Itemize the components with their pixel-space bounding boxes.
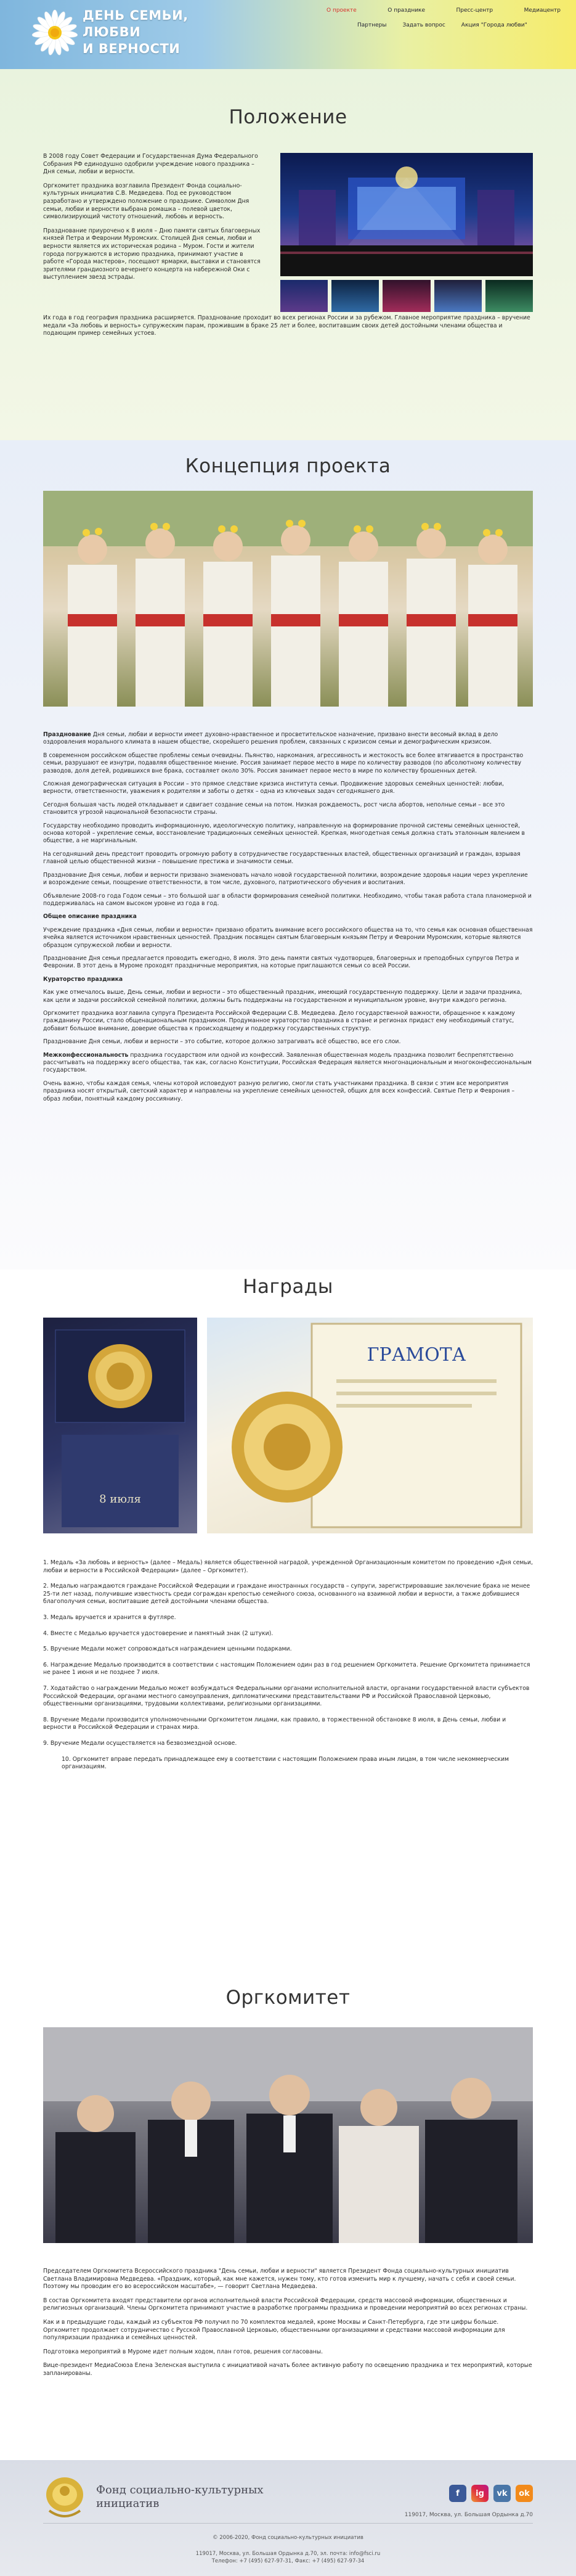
award-rule: 1. Медаль «За любовь и верность» (далее – Медаль) является общественной наградой, учрежденной Организационным комитетом по проведению «Дня семьи, любви и верности в Российской Федерации» (далее – Оргкомитет). bbox=[43, 1559, 533, 1574]
vk-icon[interactable]: vk bbox=[493, 2485, 511, 2502]
contact-address: 119017, Москва, ул. Большая Ордынка д.70, эл. почта: info@fsci.ru bbox=[195, 2551, 381, 2557]
award-rule: 5. Вручение Медали может сопровождаться награждением ценными подарками. bbox=[43, 1646, 292, 1653]
paragraph: праздника государством или одной из конфессий. Заявленная общественная модель праздника позволит беспрепятственно рассчитывать на поддержку всего общества, так как, согласно Конституции, Российская Федерация является многонациональным и многоконфессиональным государством. bbox=[43, 1051, 532, 1074]
section-regulation bbox=[0, 69, 576, 440]
nav-press-center[interactable]: Пресс-центр bbox=[456, 7, 493, 14]
paragraph: Очень важно, чтобы каждая семья, члены которой исповедуют разную религию, смогли стать участниками праздника. В связи с этим все мероприятия праздника носят открытый, светский характер и направлены на укрепление семейных ценностей, общих для всех конфессий. Святые Петр и Феврония – образ любви, понятный каждому россиянину. bbox=[43, 1080, 515, 1102]
nav-about-holiday[interactable]: О празднике bbox=[387, 7, 426, 14]
diploma-photo bbox=[207, 1318, 533, 1533]
subheading: Межконфессиональность bbox=[43, 1051, 129, 1059]
gallery-thumbnail[interactable] bbox=[280, 280, 328, 312]
nav-media-center[interactable]: Медиацентр bbox=[524, 7, 561, 14]
paragraph: Празднование Дня семьи, любви и верности – это событие, которое должно затрагивать всё общество, все его слои. bbox=[43, 1038, 401, 1046]
section-concept: Концепция проекта Празднование Дня семьи, любви и верности имеет духовно-нравственное и просветительское назначение, призвано внести весомый вклад в дело оздоровления морального климата в нашем обществе, скорейшего решения проблем, связанных с кризисом семьи и демографическим кризисом. В современном российском обществе проблемы семьи очевидны. Пьянство, наркомания, агрессивность и жестокость все более втягивается в пространство семьи, разрушают ее изнутри, подавляя общественное мнение. Россия занимает первое место в мире по количеству разводов (по абсолютному количеству разводов, доля детей, родившихся вне брака, составляет около 30%. Россия занимает первое место в мире по количеству брошенных детей. Сложная демографическая ситуация в России – это прямое следствие кризиса института семьи. Продвижение здоровых семейных ценностей: любви, верности, ответственности, уважения к родителям и заботы о детях – одна из ключевых задач сегодняшнего дня. Сегодня большая часть людей откладывает и сдвигает создание семьи на потом. Низкая рождаемость, рост числа абортов, неполные семьи – все это становится угрозой национальной безопасности страны. Государству необходимо проводить информационную, идеологическую политику, направленную на формирование прочной системы семейных ценностей, основа которой – укрепление семьи, восстановление традиционных семейных ценностей. Крепкая, многодетная семья должна стать эталонным явлением в обществе, а не маргинальным. На сегодняшний день предстоит проводить огромную работу в сотрудничестве государственных властей, общественных организаций и граждан, взрывая главной целью общественной жизни – повышение престижа и значимости семьи. Празднование Дня семьи, любви и верности призвано знаменовать начало новой государственной политики, возрождение здоровья нации через укрепление и возрождение семьи, поощрение ответственности, в том числе, духовного, патриотического обучения и воспитания. Объявление 2008-го года Годом семьи – это большой шаг в области формирования семейной политики. Необходимо, чтобы такая работа стала планомерной и поддерживалась на самом высоком уровне из года в год. Общее описание праздника Учреждение праздника «Дня семьи, любви и верности» призвано обратить внимание всего российского общества на то, что семья как основная общественная ячейка является источником нравственных ценностей. Праздник посвящен святым благоверным князьям Петру и Февронии Муромским, которые являются образцом супружеской любви и верности. Празднование Дня семьи предлагается проводить ежегодно, 8 июля. Это день памяти святых чудотворцев, благоверных и преподобных супругов Петра и Февронии. В этот день в Муроме проходят праздничные мероприятия, на которые приглашаются семьи со всей России. Кураторство праздника Как уже отмечалось выше, День семьи, любви и верности – это общественный праздник, имеющий государственную поддержку. Цели и задачи праздника, как цели и задачи российской семейной политики, должны быть поддержаны на государственном и муниципальном уровне, внутри каждого региона. Оргкомитет праздника возглавила супруга Президента Российской Федерации С.В. Медведева. Дело государственной важности, обращенное к каждому гражданину России, стало общенациональным праздником. Продуманное кураторство праздника в стране и регионах придаст ему необходимый статус, добавит большое внимание, доверие общества к происходящему и поддержку государственных структур. Празднование Дня семьи, любви и верности – это событие, которое должно затрагивать всё общество, все его слои. Межконфессиональность праздника государством или одной из конфессий. Заявленная общественная модель праздника позволит беспрепятственно рассчитывать на поддержку всего общества, так как, согласно Конституции, Российская Федерация является многонациональным и многоконфессиональным государством. Очень важно, чтобы каждая семья, члены которой исповедуют разную религию, смогли стать участниками праздника. В связи с этим все мероприятия праздника носят открытый, светский характер и направлены на укрепление семейных ценностей, общих для всех конфессий. Святые Петр и Феврония – образ любви, понятный каждому россиянину. bbox=[0, 440, 576, 1270]
paragraph: Учреждение праздника «Дня семьи, любви и верности» призвано обратить внимание всего российского общества на то, что семья как основная общественная ячейка является источником нравственных ценностей. Праздник посвящен святым благоверным князьям Петру и Февронии Муромским, которые являются образцом супружеской любви и верности. bbox=[43, 926, 533, 949]
section-committee bbox=[0, 1987, 576, 2460]
site-header bbox=[0, 0, 576, 69]
subheading: Общее описание праздника bbox=[43, 913, 137, 921]
site-title: ДЕНЬ СЕМЬИ, ЛЮБВИ И ВЕРНОСТИ bbox=[83, 8, 189, 56]
section-awards bbox=[0, 1270, 576, 1987]
section-title-concept: Концепция проекта bbox=[185, 455, 391, 477]
nav-cities-of-love[interactable]: Акция "Города любви" bbox=[461, 22, 527, 28]
award-rule: 7. Ходатайство о награждении Медалью может возбуждаться Федеральными органами исполнительной власти, органами государственной власти субъектов Российской Федерации, органами местного самоуправления, дипломатическими представительствами РФ и Российской Православной Церковью, общественными организациями, трудовыми коллективами, религиозными организациями. bbox=[43, 1684, 530, 1708]
footer-divider bbox=[43, 2523, 533, 2524]
paragraph: В современном российском обществе проблемы семьи очевидны. Пьянство, наркомания, агрессивность и жестокость все более втягивается в пространство семьи, разрушают ее изнутри, подавляя общественное мнение. Россия занимает первое место в мире по количеству разводов (по абсолютному количеству разводов, доля детей, родившихся вне брака, составляет около 30%. Россия занимает первое место в мире по количеству брошенных детей. bbox=[43, 752, 524, 774]
paragraph: Празднование приурочено к 8 июля – Дню памяти святых благоверных князей Петра и Февронии Муромских. Столицей Дня семьи, любви и верности является их историческая родина – Муром. Гости и жители города погружаются в историю праздника, принимают участие в работе «Города мастеров», посещают ярмарки, выставки и становятся зрителями грандиозного вечернего концерта на набережной Оки с выступлением звезд эстрады. bbox=[43, 227, 261, 281]
svg-text:8 июля: 8 июля bbox=[99, 1493, 141, 1506]
main-nav bbox=[327, 7, 561, 37]
fund-name: Фонд социально-культурных инициатив bbox=[96, 2484, 264, 2510]
paragraph: На сегодняшний день предстоит проводить огромную работу в сотрудничестве государственных властей, общественных организаций и граждан, взрывая главной целью общественной жизни – повышение престижа и значимости семьи. bbox=[43, 850, 521, 866]
nav-about-project[interactable]: О проекте bbox=[327, 7, 357, 14]
paragraph: Празднование Дня семьи предлагается проводить ежегодно, 8 июля. Это день памяти святых чудотворцев, благоверных и преподобных супругов Петра и Февронии. В этот день в Муроме проходят праздничные мероприятия, на которые приглашаются семьи со всей России. bbox=[43, 954, 519, 970]
nav-partners[interactable]: Партнеры bbox=[357, 22, 387, 28]
award-rule: 2. Медалью награждаются граждане Российской Федерации и граждане иностранных государств – супруги, зарегистрировавшие заключение брака не менее 25-ти лет назад, получившие известность среди сограждан крепостью семейного союза, основанного на взаимной любви и верности, а также добившиеся благополучия семьи, воспитавшие детей достойными членами общества. bbox=[43, 1583, 530, 1606]
paragraph: Оргкомитет праздника возглавила супруга Президента Российской Федерации С.В. Медведева. Дело государственной важности, обращенное к каждому гражданину России, стало общенациональным праздником. Продуманное кураторство праздника в стране и регионах придаст ему необходимый статус, добавит большое внимание, доверие общества к происходящему и поддержку государственных структур. bbox=[43, 1009, 515, 1032]
copyright: © 2006-2020, Фонд социально-культурных инициатив bbox=[213, 2535, 363, 2541]
paragraph: Празднование Дня семьи, любви и верности призвано знаменовать начало новой государственной политики, возрождение здоровья нации через укрепление и возрождение семьи, поощрение ответственности, в том числе, духовного, патриотического обучения и воспитания. bbox=[43, 871, 528, 887]
subheading: Кураторство праздника bbox=[43, 975, 123, 983]
paragraph: Объявление 2008-го года Годом семьи – это большой шаг в области формирования семейной политики. Необходимо, чтобы такая работа стала планомерной и поддерживалась на самом высоком уровне из года в год. bbox=[43, 892, 532, 907]
paragraph: В состав Оргкомитета входят представители органов исполнительной власти Российской Федерации, средств массовой информации, общественных и религиозных организаций. Члены Оргкомитета принимают участие в разработке программы праздника и проведении мероприятий во всех регионах страны. bbox=[43, 2297, 528, 2312]
section-title-regulation: Положение bbox=[229, 106, 347, 128]
paragraph: Оргкомитет праздника возглавила Президент Фонда социально-культурных инициатив С.В. Медведева. Под ее руководством разработано и утверждено положение о празднике. Символом Дня семьи, любви и верности выбрана ромашка – полевой цветок, символизирующий чистоту отношений, любовь и верность. bbox=[43, 182, 249, 221]
nav-ask-question[interactable]: Задать вопрос bbox=[402, 22, 445, 28]
paragraph: Как уже отмечалось выше, День семьи, любви и верности – это общественный праздник, имеющий государственную поддержку. Цели и задачи праздника, как цели и задачи российской семейной политики, должны быть поддержаны на государственном и муниципальном уровне, внутри каждого региона. bbox=[43, 989, 522, 1004]
section-title-committee: Оргкомитет bbox=[225, 1987, 351, 2009]
section-title-awards: Награды bbox=[243, 1276, 333, 1298]
chamomile-icon bbox=[31, 9, 79, 57]
concert-stage-photo[interactable] bbox=[280, 153, 533, 276]
award-rule: 3. Медаль вручается и хранится в футляре. bbox=[43, 1614, 176, 1621]
award-rule: 10. Оргкомитет вправе передать принадлежащее ему в соответствии с настоящим Положением права иным лицам, в том числе некоммерческим организациям. bbox=[62, 1755, 509, 1771]
odnoklassniki-icon[interactable]: ok bbox=[516, 2485, 533, 2502]
gallery-thumbnail[interactable] bbox=[434, 280, 482, 312]
svg-text:ГРАМОТА: ГРАМОТА bbox=[367, 1344, 466, 1366]
paragraph: Подготовка мероприятий в Муроме идет полным ходом, план готов, решения согласованы. bbox=[43, 2348, 323, 2355]
committee-photo bbox=[43, 2027, 533, 2243]
paragraph: Сложная демографическая ситуация в России – это прямое следствие кризиса института семьи. Продвижение здоровых семейных ценностей: любви, верности, ответственности, уважения к родителям и заботы о детях – одна из ключевых задач сегодняшнего дня. bbox=[43, 781, 504, 795]
fund-logo-icon[interactable] bbox=[43, 2472, 86, 2522]
medal-photo bbox=[43, 1318, 197, 1533]
paragraph: Сегодня большая часть людей откладывает и сдвигает создание семьи на потом. Низкая рождаемость, рост числа абортов, неполные семьи – все это становится угрозой национальной безопасности страны. bbox=[43, 801, 505, 816]
facebook-icon[interactable]: f bbox=[449, 2485, 466, 2502]
site-logo[interactable] bbox=[0, 0, 290, 57]
award-rule: 6. Награждение Медалью производится в соответствии с настоящим Положением один раз в год решением Оргкомитета. Решение Оргкомитета принимается не ранее 1 июня и не позднее 7 июля. bbox=[43, 1661, 530, 1676]
paragraph: Дня семьи, любви и верности имеет духовно-нравственное и просветительское назначение, призвано внести весомый вклад в дело оздоровления морального климата в нашем обществе, скорейшего решения проблем, связанных с кризисом семьи и демографическим кризисом. bbox=[43, 731, 498, 746]
instagram-icon[interactable]: ig bbox=[471, 2485, 489, 2502]
gallery-thumbnail[interactable] bbox=[331, 280, 379, 312]
gallery-thumbnail[interactable] bbox=[383, 280, 430, 312]
paragraph: Председателем Оргкомитета Всероссийского праздника "День семьи, любви и верности" является Президент Фонда социально-культурных инициатив Светлана Владимировна Медведева. «Праздник, который, как мне кажется, нужен тому, кто готов изменить мир к лучшему, начать с себя и своей семьи. Поэтому мы проводим его во всероссийском масштабе», — говорит Светлана Медведева. bbox=[43, 2268, 516, 2291]
folk-choir-photo bbox=[43, 491, 533, 707]
award-rule: 9. Вручение Медали осуществляется на безвозмездной основе. bbox=[43, 1739, 237, 1747]
paragraph: В 2008 году Совет Федерации и Государственная Дума Федерального Собрания РФ единодушно одобрили учреждение нового праздника – Дня семьи, любви и верности. bbox=[43, 153, 258, 176]
footer-address: 119017, Москва, ул. Большая Ордынка д.70 bbox=[404, 2512, 533, 2518]
award-rule: 4. Вместе с Медалью вручается удостоверение и памятный знак (2 штуки). bbox=[43, 1630, 274, 1637]
site-footer bbox=[0, 2460, 576, 2576]
paragraph: Их года в год география праздника расширяется. Празднование проходит во всех регионах России и за рубежом. Главное мероприятие праздника – вручение медали «За любовь и верность» супружеским парам, прожившим в браке 25 лет и более, воспитавшим своих детей достойными членами общества и подающим пример семейных устоев. bbox=[43, 314, 530, 337]
paragraph: Как и в предыдущие годы, каждый из субъектов РФ получил по 70 комплектов медалей, кроме Москвы и Санкт-Петербурга, где эти цифры больше. Оргкомитет продолжает сотрудничество с Русской Православной Церковью, общественными организациями и средствами массовой информации для популяризации праздника и семейных ценностей. bbox=[43, 2318, 505, 2342]
social-links bbox=[449, 2485, 533, 2502]
contact-phone: Телефон: +7 (495) 627-97-31, Факс: +7 (495) 627-97-34 bbox=[211, 2558, 365, 2564]
gallery-thumbnail[interactable] bbox=[485, 280, 533, 312]
paragraph: Вице-президент МедиаСоюза Елена Зеленская выступила с инициативой начать более активную работу по освещению праздника и тех мероприятий, которые запланированы. bbox=[43, 2362, 532, 2377]
footer-bottom bbox=[0, 2534, 576, 2565]
paragraph: Государству необходимо проводить информационную, идеологическую политику, направленную на формирование прочной системы семейных ценностей, основа которой – укрепление семьи, восстановление традиционных семейных ценностей. Крепкая, многодетная семья должна стать эталонным явлением в обществе, а не маргинальным. bbox=[43, 822, 525, 845]
award-rule: 8. Вручение Медали производится уполномоченными Оргкомитетом лицами, как правило, в торжественной обстановке 8 июля, в День семьи, любви и верности в Российской Федерации и странах мира. bbox=[43, 1716, 506, 1731]
